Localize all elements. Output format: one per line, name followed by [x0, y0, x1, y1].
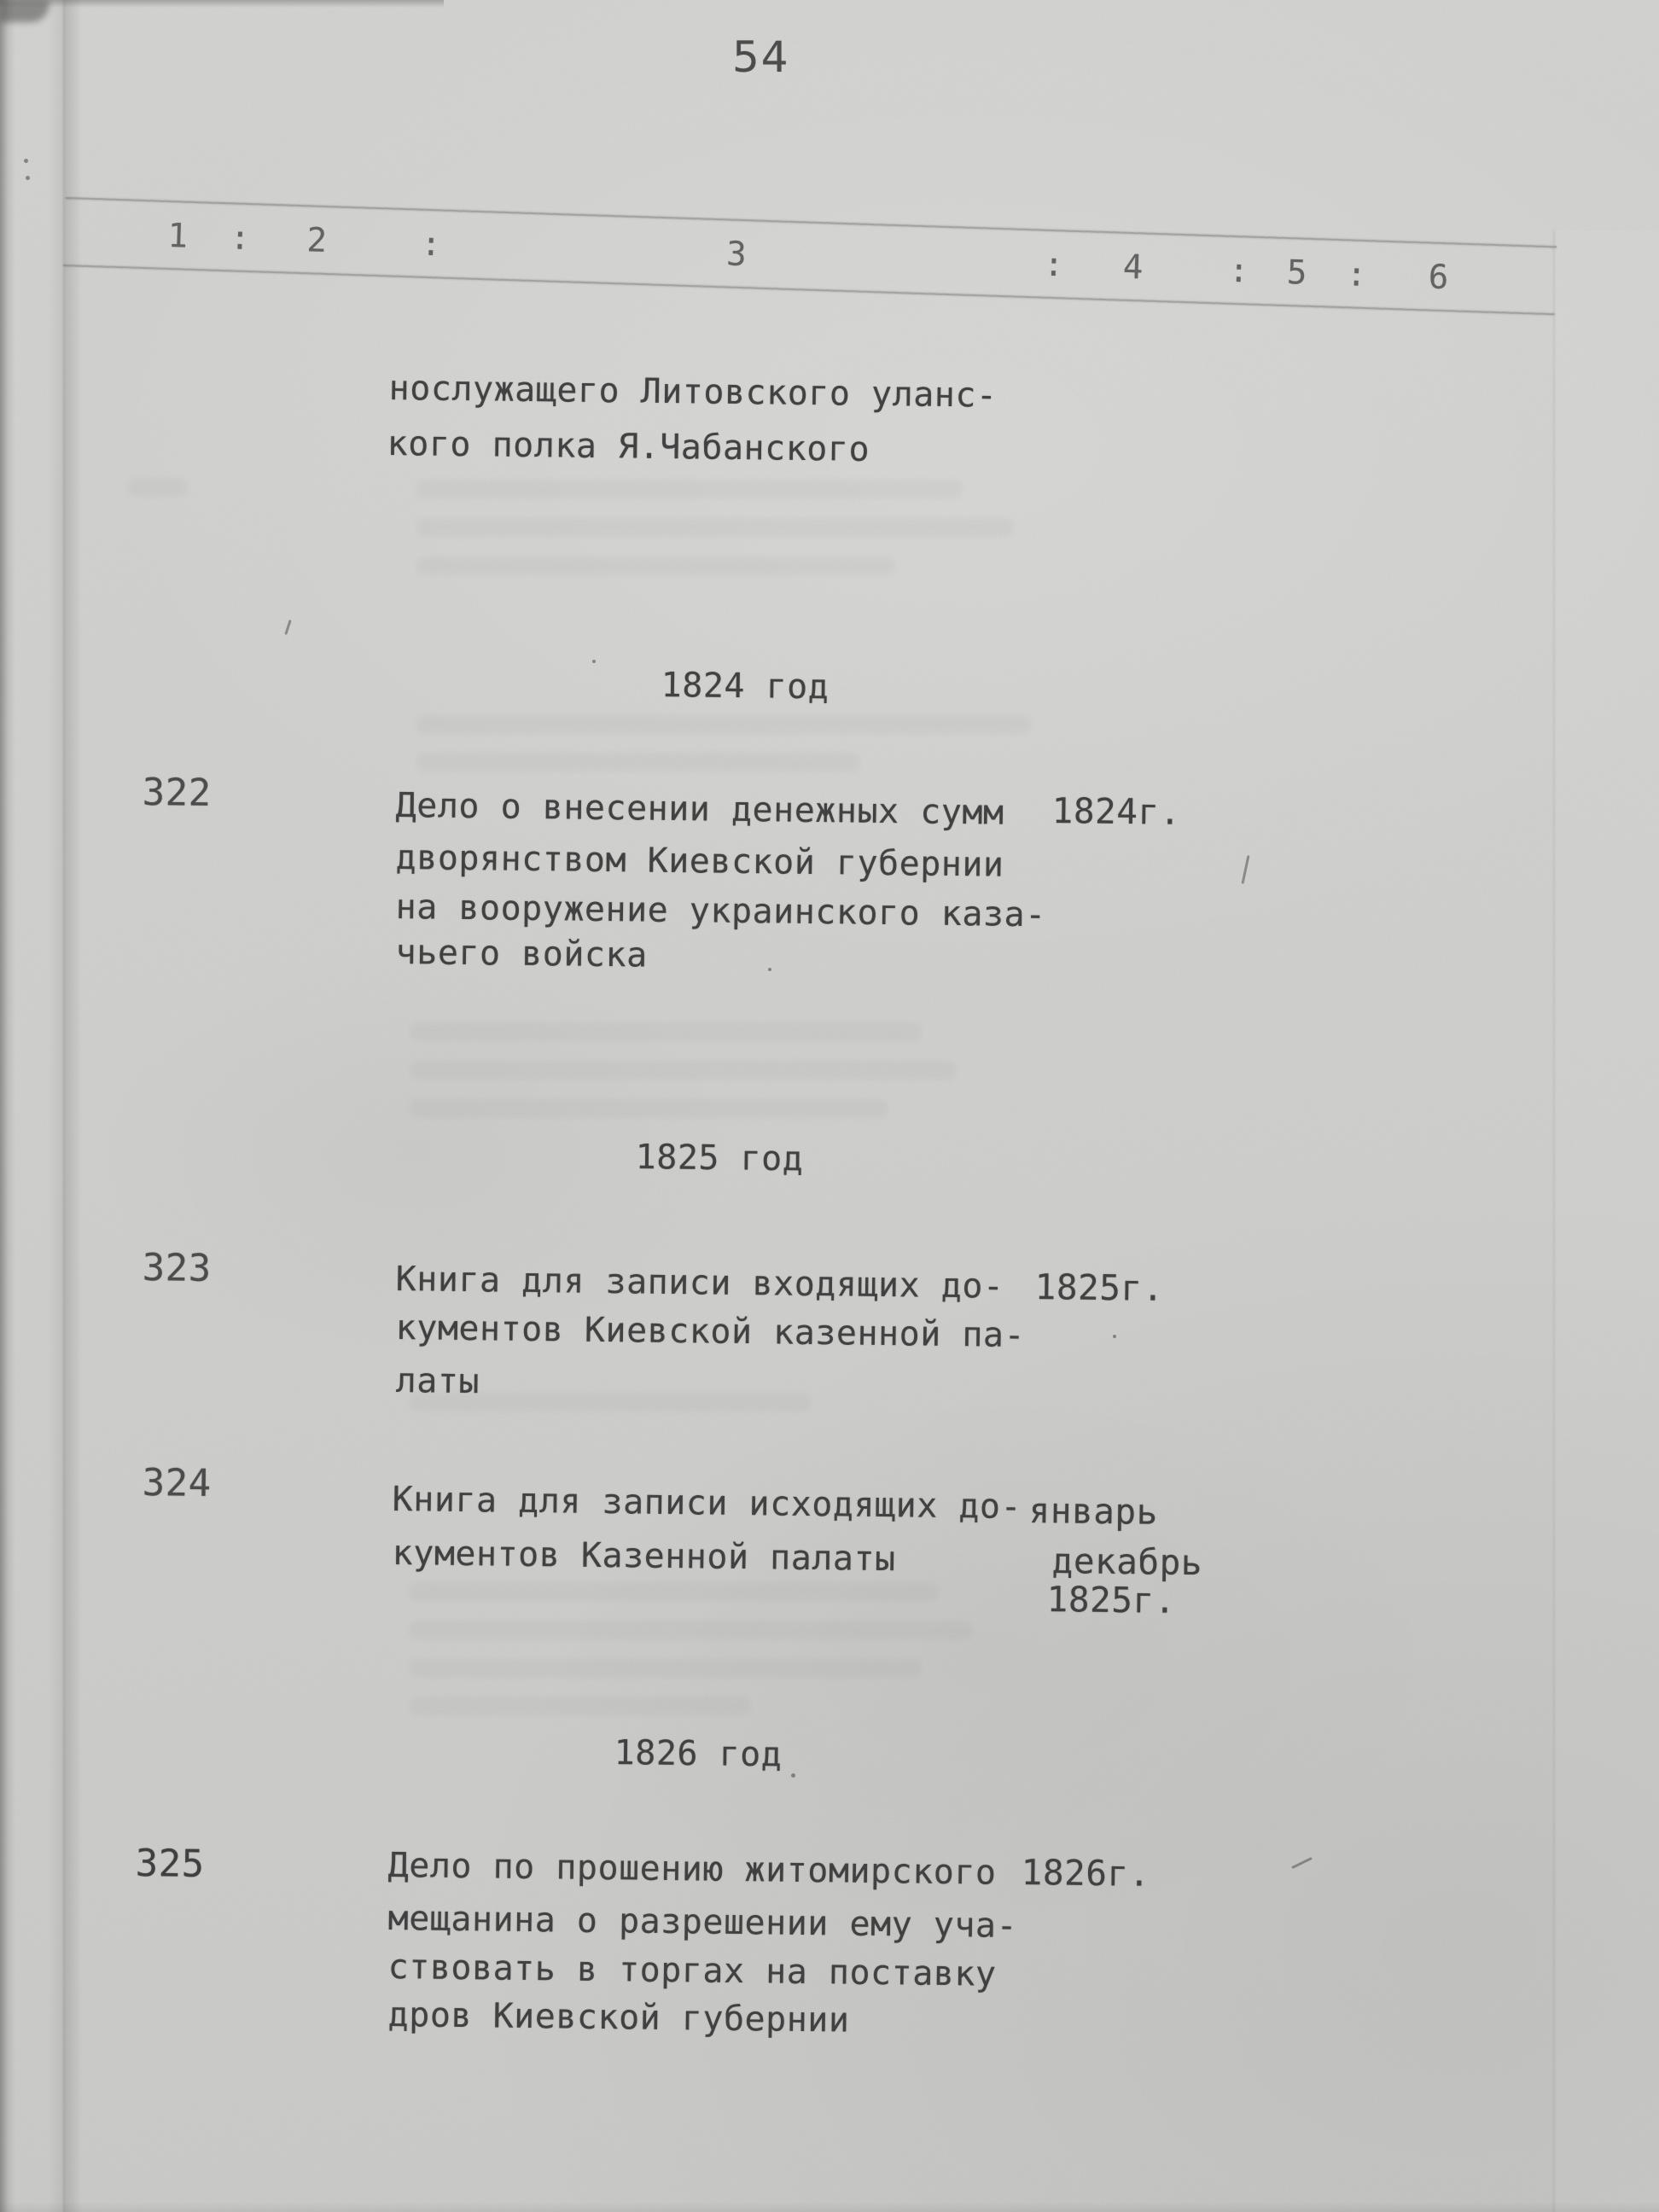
entry-325-line-4: дров Киевской губернии [387, 1995, 850, 2040]
ink-mark [24, 159, 28, 163]
entry-324-line-1: Книга для записи исходящих до- [392, 1480, 1022, 1528]
page-edge-right-shade [1555, 230, 1659, 2212]
table-rule-top [66, 197, 1557, 247]
entry-322-line-1: Дело о внесении денежных сумм [395, 786, 1004, 833]
entry-324-date-line-1: январь [1028, 1490, 1159, 1533]
column-separator: : [229, 218, 251, 259]
column-separator: : [1346, 255, 1368, 295]
page-crease-band [48, 0, 82, 2212]
bleedthrough-smudge [416, 518, 1014, 537]
column-header-4: 4 [1122, 247, 1144, 288]
entry-323-line-3: латы [395, 1361, 480, 1402]
bleedthrough-smudge [416, 715, 1031, 734]
continuation-line-2: кого полка Я.Чабанского [387, 424, 870, 469]
column-separator: : [1228, 251, 1250, 291]
ink-mark [284, 620, 291, 635]
entry-325-line-3: ствовать в торгах на поставку [387, 1947, 997, 1994]
year-heading-1824: 1824 год [661, 666, 830, 707]
entry-324-line-2: кументов Казенной палаты [392, 1534, 896, 1580]
column-header-5: 5 [1286, 253, 1308, 293]
scan-edge-left [0, 0, 15, 2212]
page-number: 54 [732, 32, 790, 82]
scan-corner-blot [0, 0, 49, 22]
column-header-1: 1 [166, 216, 189, 256]
continuation-line-1: нослужащего Литовского уланс- [388, 369, 998, 416]
bleedthrough-smudge [416, 480, 963, 498]
column-header-2: 2 [306, 221, 328, 261]
year-heading-1825: 1825 год [635, 1138, 804, 1179]
bleedthrough-smudge [410, 1022, 922, 1041]
entry-325-number: 325 [135, 1842, 206, 1886]
bleedthrough-smudge [416, 753, 860, 771]
entry-324-date-line-2: декабрь [1051, 1540, 1203, 1584]
entry-322-line-4: чьего войска [395, 933, 648, 975]
year-heading-1826: 1826 год [614, 1733, 783, 1775]
column-separator: : [420, 224, 442, 265]
bleedthrough-smudge [410, 1621, 973, 1639]
entry-322-line-2: дворянством Киевской губернии [395, 838, 1004, 885]
bleedthrough-smudge [410, 1099, 888, 1118]
column-header-6: 6 [1428, 258, 1449, 298]
table-header-strip [63, 197, 1557, 317]
ink-mark [1241, 855, 1249, 884]
bleedthrough-smudge [416, 556, 894, 575]
bleedthrough-smudge [128, 478, 188, 497]
entry-325-line-1: Дело по прошению житомирского [387, 1846, 997, 1893]
entry-324-date-line-3: 1825г. [1046, 1579, 1177, 1621]
column-header-3: 3 [725, 235, 748, 275]
bleedthrough-smudge [410, 1697, 751, 1715]
entry-322-number: 322 [142, 771, 212, 815]
ink-mark [791, 1773, 795, 1778]
entry-322-date: 1824г. [1051, 790, 1182, 833]
entry-323-number: 323 [142, 1246, 212, 1290]
page-crease-line [63, 0, 65, 2212]
entry-325-date: 1826г. [1021, 1852, 1151, 1895]
ink-mark [592, 660, 596, 663]
entry-322-line-3: на вооружение украинского каза- [395, 888, 1046, 935]
entry-323-date: 1825г. [1034, 1266, 1165, 1309]
bleedthrough-smudge [410, 1659, 922, 1678]
bleedthrough-smudge [410, 1061, 956, 1080]
entry-323-line-2: кументов Киевской казенной па- [395, 1308, 1026, 1356]
table-rule-bottom [63, 265, 1554, 315]
ink-mark [26, 176, 30, 180]
entry-324-number: 324 [142, 1461, 212, 1505]
entry-325-line-2: мещанина о разрешении ему уча- [387, 1899, 1018, 1947]
column-separator: : [1043, 245, 1065, 285]
entry-323-line-1: Книга для записи входящих до- [395, 1260, 1004, 1307]
ink-mark [1113, 1335, 1116, 1338]
ink-mark [768, 968, 771, 971]
scan-edge-bottom [0, 2202, 1659, 2212]
ink-mark [1291, 1857, 1313, 1869]
bleedthrough-smudge [410, 1582, 939, 1601]
